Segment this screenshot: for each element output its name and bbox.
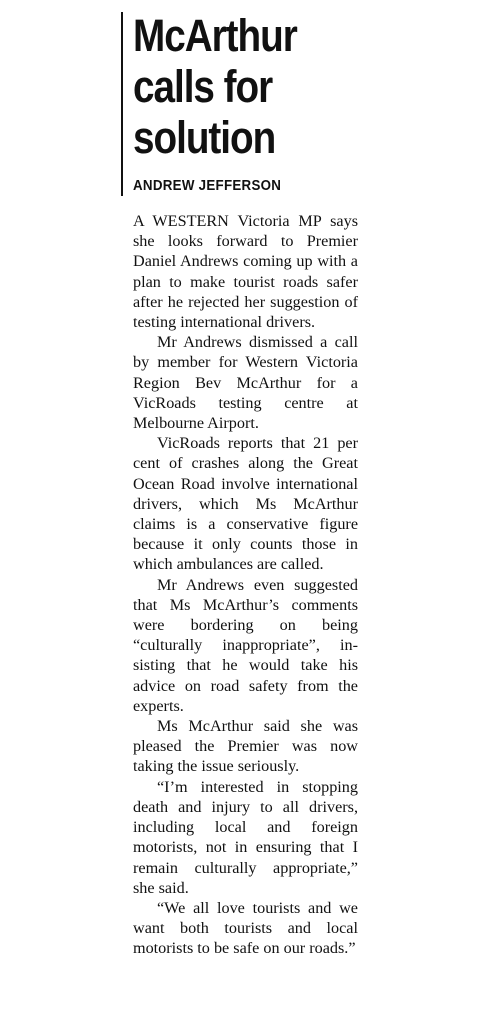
headline-line-1: McArthur	[133, 10, 297, 61]
headline-line-3: solution	[133, 112, 276, 163]
paragraph-5: Ms McArthur said she was pleased the Premier was now taking the issue seriously.	[133, 717, 358, 776]
paragraph-6: “I’m interested in stopping death and injury to all drivers, including local and foreign motorists, not in ensuring that I remain culturally appropriate,” she said.	[133, 777, 358, 897]
headline-rule	[121, 12, 123, 196]
paragraph-2: Mr Andrews dismissed a call by member for Western Victoria Region Bev McArthur for a VicRoads testing centre at Melbourne Airport.	[133, 333, 358, 433]
headline-line-2: calls for	[133, 61, 273, 112]
paragraph-7: “We all love tourists and we want both tourists and local motorists to be safe on our roads.”	[133, 898, 358, 958]
paragraph-4: Mr Andrews even suggested that Ms McArthur’s comments were bordering on being “culturally inappropriate”, insisting that he would take his advice on road safety from the experts.	[133, 575, 358, 715]
headline	[133, 10, 425, 163]
paragraph-3: VicRoads reports that 21 per cent of crashes along the Great Ocean Road involve international drivers, which Ms McArthur claims is a conservative figure because it only counts those in which ambulances are called.	[133, 434, 358, 574]
paragraph-1: A WESTERN Victoria MP says she looks forward to Premier Daniel Andrews coming up with a plan to make tourist roads safer after he rejected her suggestion of testing international drivers.	[133, 212, 358, 332]
article-body	[133, 211, 358, 959]
byline: ANDREW JEFFERSON	[133, 178, 282, 194]
